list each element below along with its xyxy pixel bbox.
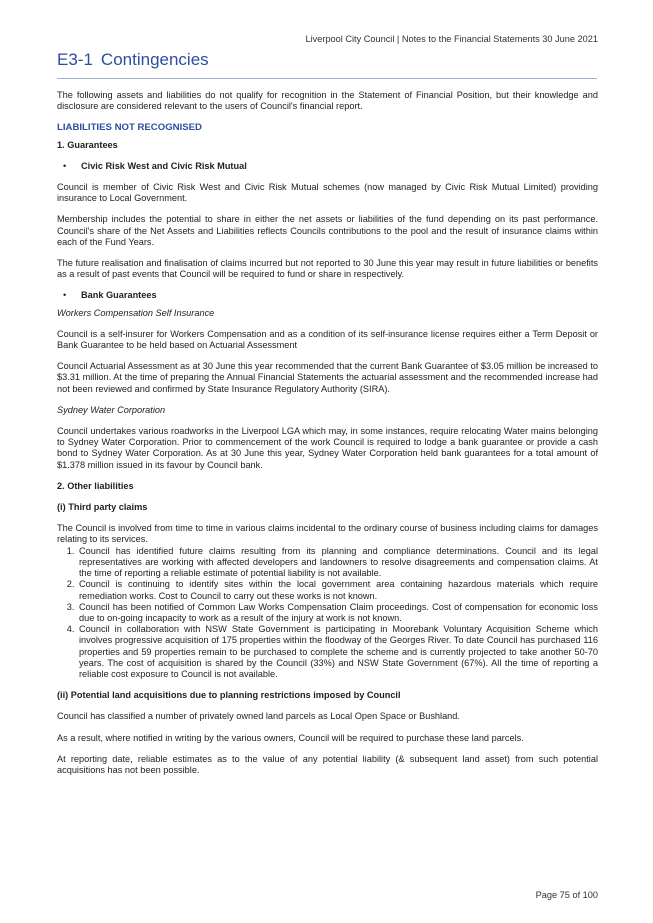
civic-risk-heading: • Civic Risk West and Civic Risk Mutual [63, 160, 247, 171]
page-number: Page 75 of 100 [535, 890, 598, 900]
claims-list [57, 546, 598, 680]
guarantees-heading: 1. Guarantees [57, 139, 118, 150]
bank-guarantees-heading: • Bank Guarantees [63, 290, 157, 301]
section-heading: LIABILITIES NOT RECOGNISED [57, 122, 202, 134]
title-text: Contingencies [100, 50, 209, 69]
land-paragraph-1: Council has classified a number of privately owned land parcels as Local Open Space or Bushland. [57, 711, 460, 722]
list-item: 1. Council has identified future claims resulting from its planning and compliance determinations. Council and its legal representatives are working with affected developers and landowners to resolve disagreements and compensation claims. At the time of reporting a reliable estimate of potential liability is not available. [77, 546, 598, 580]
list-item: 2. Council is continuing to identify sites within the local government area containing hazardous materials which require remediation works. Cost to Council to carry out these works is not known. [77, 579, 598, 601]
title-code: E3-1 [57, 50, 93, 69]
land-paragraph-3: At reporting date, reliable estimates as to the value of any potential liability (& subsequent land asset) from such potential acquisitions has not been possible. [57, 753, 598, 775]
intro-paragraph: The following assets and liabilities do not qualify for recognition in the Statement of Financial Position, but their knowledge and disclosure are considered relevant to the users of Council's financial report. [57, 90, 598, 112]
list-item: 4. Council in collaboration with NSW State Government is participating in Moorebank Voluntary Acquisition Scheme which involves progressive acquisition of 175 properties within the floodway of the Georges River. To date Council has purchased 116 properties and 59 properties remain to be purchased to complete the scheme and is currently projected to take another 50-70 years. The cost of acquisition is shared by the Council (33%) and NSW State Government (67%). All the time of reporting a reliable cost exposure to Council is not available. [77, 624, 598, 680]
running-header: Liverpool City Council | Notes to the Financial Statements 30 June 2021 [305, 34, 598, 44]
workers-comp-paragraph-2: Council Actuarial Assessment as at 30 June this year recommended that the current Bank Guarantee of $3.05 million be increased to $3.31 million. At the time of preparing the Annual Financial Statements the actuarial assessment and the recommended increase had not been reviewed and confirmed by State Insurance Regulatory Authority (SIRA). [57, 361, 598, 394]
civic-risk-paragraph-3: The future realisation and finalisation of claims incurred but not reported to 30 June this year may result in future liabilities or benefits as a result of past events that Council will be required to fund or share in respectively. [57, 258, 598, 280]
land-paragraph-2: As a result, where notified in writing by the various owners, Council will be required to purchase these land parcels. [57, 732, 524, 743]
title-divider [57, 78, 597, 79]
land-acquisitions-heading: (ii) Potential land acquisitions due to planning restrictions imposed by Council [57, 690, 401, 701]
other-liabilities-heading: 2. Other liabilities [57, 480, 134, 491]
page-content [57, 90, 598, 776]
page-title [57, 50, 209, 70]
sydney-water-paragraph: Council undertakes various roadworks in the Liverpool LGA which may, in some instances, require relocating Water mains belonging to Sydney Water Corporation. Prior to commencement of the work Council is required to lodge a bank guarantee or provide a cash bond to Sydney Water Corporation. As at 30 June this year, Sydney Water Corporation held bank guarantees for a total amount of $1.378 million issued in its favour by Council bank. [57, 426, 598, 470]
sydney-water-subheading: Sydney Water Corporation [57, 404, 166, 415]
list-item: 3. Council has been notified of Common Law Works Compensation Claim proceedings. Cost of compensation for economic loss due to on-going incapacity to work as a result of the injury at work is not known. [77, 602, 598, 624]
third-party-intro: The Council is involved from time to time in various claims incidental to the ordinary course of business including claims for damages relating to its services. [57, 523, 598, 545]
workers-comp-paragraph-1: Council is a self-insurer for Workers Compensation and as a condition of its self-insurance license requires either a Term Deposit or Bank Guarantee to be held based on Actuarial Assessment [57, 328, 598, 351]
bullet-icon: • [63, 160, 67, 171]
workers-comp-subheading: Workers Compensation Self Insurance [57, 307, 215, 318]
civic-risk-paragraph-1: Council is member of Civic Risk West and Civic Risk Mutual schemes (now managed by Civic Risk Mutual Limited) providing insurance to Local Government. [57, 182, 598, 204]
civic-risk-paragraph-2: Membership includes the potential to share in either the net assets or liabilities of the fund depending on its past performance. Council's share of the Net Assets and Liabilities reflects Councils contributions to the pool and the result of insurance claims within each of the Fund Years. [57, 214, 598, 247]
third-party-claims-heading: (i) Third party claims [57, 502, 148, 513]
bullet-icon: • [63, 290, 67, 301]
